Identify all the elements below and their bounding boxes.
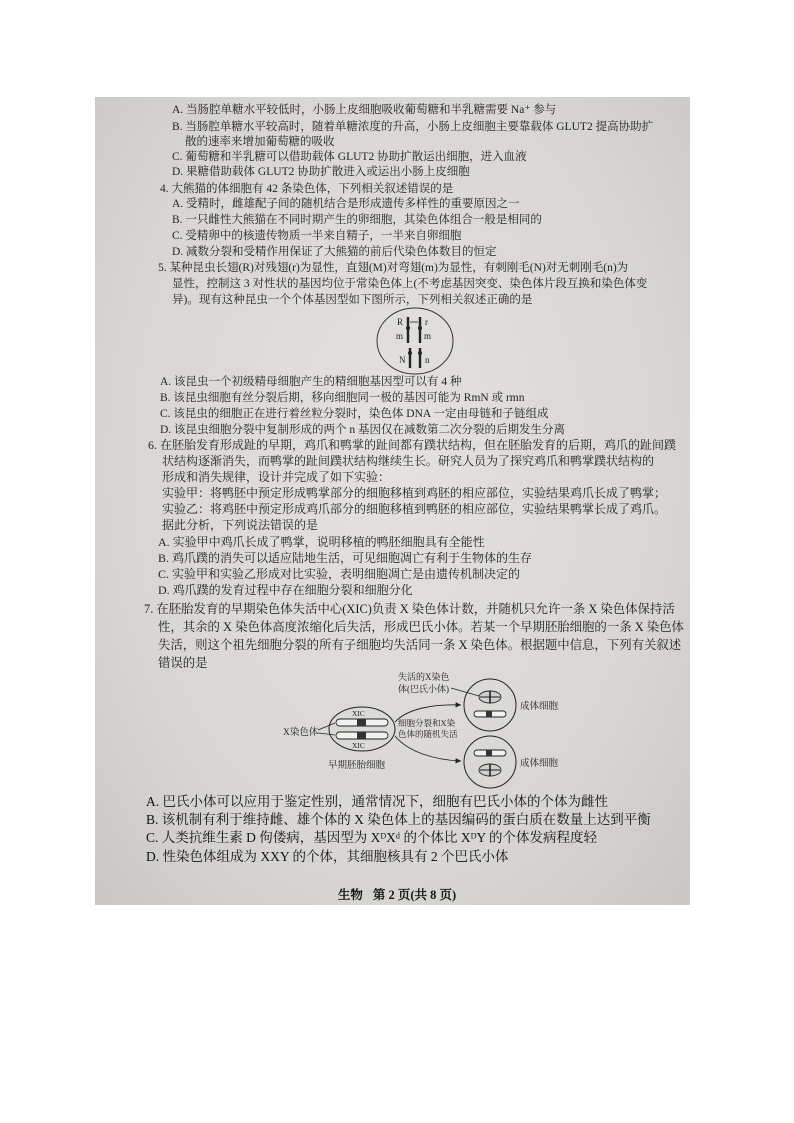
division-arrow	[395, 736, 461, 761]
q6-option-c: C. 实验甲和实验乙形成对比实验，表明细胞凋亡是由遗传机制决定的	[158, 567, 521, 581]
process-label: 细胞分裂和X染	[398, 718, 456, 728]
q5-option-a: A. 该昆虫一个初级精母细胞产生的精细胞基因型可以有 4 种	[160, 376, 462, 388]
pointer-line	[451, 688, 479, 696]
q5-option-d: D. 该昆虫细胞分裂中复制形成的两个 n 基因仅在减数第二次分裂的后期发生分离	[160, 424, 566, 436]
q5-stem-line-2: 显性，控制这 3 对性状的基因均位于常染色体上(不考虑基因突变、染色体片段互换和染色体变	[172, 278, 648, 290]
q6-experiment-a: 实验甲：将鸭胚中预定形成鸭掌部分的细胞移植到鸡胚的相应部位，实验结果鸡爪长成了鸭掌；	[162, 486, 667, 500]
gene-label: n	[425, 355, 430, 365]
q7-stem-line-2: 性，其余的 X 染色体高度浓缩化后失活，形成巴氏小体。若某一个早期胚胎细胞的一条 X 染色体	[158, 620, 684, 634]
gene-label: m	[424, 331, 432, 341]
footer-page-info: 第 2 页(共 8 页)	[372, 888, 457, 902]
q4-option-d: D. 减数分裂和受精作用保证了大熊猫的前后代染色体数目的恒定	[172, 246, 497, 258]
q7-stem-line-1: 7. 在胚胎发育的早期染色体失活中心(XIC)负责 X 染色体计数，并随机只允许一条 X 染色体保持活	[144, 602, 675, 616]
adult-cell	[464, 679, 516, 731]
q3-option-a: A. 当肠腔单糖水平较低时，小肠上皮细胞吸收葡萄糖和半乳糖需要 Na⁺ 参与	[172, 104, 557, 116]
adult-cell	[464, 736, 516, 788]
gene-label: R	[397, 317, 404, 327]
q6-stem-line-3: 形成和消失规律，设计并完成了如下实验：	[162, 470, 391, 484]
barr-body-label: 失活的X染色	[398, 672, 450, 682]
q6-option-a: A. 实验甲中鸡爪长成了鸭掌，说明移植的鸭胚细胞具有全能性	[158, 535, 485, 549]
xic-region	[486, 711, 492, 717]
q4-option-b: B. 一只雌性大熊猫在不同时期产生的卵细胞，其染色体组合一般是相同的	[172, 214, 542, 226]
q6-stem-line-1: 6. 在胚胎发育形成趾的早期，鸡爪和鸭掌的趾间都有蹼状结构，但在胚胎发育的后期，鸡爪的趾间蹼	[148, 438, 677, 452]
q3-option-b-continued: 散的速率来增加葡萄糖的吸收	[185, 136, 335, 148]
q3-option-d: D. 果糖借助载体 GLUT2 协助扩散进入或运出小肠上皮细胞	[172, 166, 470, 178]
x-chromosome-label: X染色体	[283, 728, 319, 738]
centromere	[418, 351, 422, 355]
adult-cell-label: 成体细胞	[520, 702, 559, 712]
process-label: 色体的随机失活	[398, 729, 458, 739]
cell-outline	[377, 308, 453, 374]
adult-cell-label: 成体细胞	[520, 759, 559, 769]
q5-option-b: B. 该昆虫细胞有丝分裂后期，移向细胞同一极的基因可能为 RmN 或 rmn	[160, 392, 525, 404]
footer-subject: 生物	[337, 888, 363, 902]
q5-genotype-figure	[370, 305, 460, 377]
q6-experiment-b: 实验乙：将鸡胚中预定形成鸡爪部分的细胞移植到鸭胚的相应部位，实验结果鸭掌长成了鸡爪。	[162, 502, 667, 516]
q5-stem-line-3: 异)。现有这种昆虫一个个体基因型如下图所示，下列相关叙述正确的是	[172, 294, 533, 306]
q7-option-c: C. 人类抗维生素 D 佝偻病，基因型为 XᴰXᵈ 的个体比 XᴰY 的个体发病程度轻	[146, 830, 598, 845]
q7-option-d: D. 性染色体组成为 XXY 的个体，其细胞核具有 2 个巴氏小体	[146, 849, 509, 864]
q4-stem: 4. 大熊猫的体细胞有 42 条染色体，下列相关叙述错误的是	[160, 183, 454, 195]
page-footer	[0, 887, 794, 903]
xic-label: XIC	[352, 709, 365, 718]
gene-label: N	[399, 355, 406, 365]
q5-stem-line-1: 5. 某种昆虫长翅(R)对残翅(r)为显性，直翅(M)对弯翅(m)为显性，有刺刚毛(N)对无刺刚毛(n)为	[158, 262, 629, 274]
q7-x-inactivation-figure	[270, 668, 570, 793]
xic-label: XIC	[352, 741, 365, 750]
q3-option-b: B. 当肠腔单糖水平较高时，随着单糖浓度的升高，小肠上皮细胞主要靠载体 GLUT2 提高协助扩	[172, 121, 654, 133]
gene-label: r	[425, 317, 428, 327]
q6-question: 据此分析，下列说法错误的是	[162, 518, 319, 532]
q6-stem-line-2: 状结构逐渐消失，而鸭掌的趾间蹼状结构继续生长。研究人员为了探究鸡爪和鸭掌蹼状结构的	[162, 454, 655, 468]
xic-region	[486, 750, 492, 756]
q4-option-c: C. 受精卵中的核遗传物质一半来自精子，一半来自卵细胞	[172, 230, 462, 242]
q4-option-a: A. 受精时，雌雄配子间的随机结合是形成遗传多样性的重要原因之一	[172, 198, 520, 210]
q3-option-c: C. 葡萄糖和半乳糖可以借助载体 GLUT2 协助扩散运出细胞，进入血液	[172, 151, 527, 163]
xic-region	[357, 719, 366, 726]
centromere	[408, 351, 412, 355]
q6-option-b: B. 鸡爪蹼的消失可以适应陆地生活，可见细胞凋亡有利于生物体的生存	[158, 551, 533, 565]
centromere	[406, 326, 410, 330]
q7-stem-line-3: 失活，则这个祖先细胞分裂的所有子细胞均失活同一条 X 染色体。根据题中信息，下列有关叙述	[158, 638, 682, 652]
q7-option-a: A. 巴氏小体可以应用于鉴定性别，通常情况下，细胞有巴氏小体的个体为雌性	[146, 794, 608, 809]
pointer-line	[318, 723, 335, 730]
q7-option-b: B. 该机制有利于维持雌、雄个体的 X 染色体上的基因编码的蛋白质在数量上达到平衡	[146, 812, 651, 827]
gene-label: m	[396, 331, 404, 341]
q6-option-d: D. 鸡爪蹼的发育过程中存在细胞分裂和细胞分化	[158, 583, 413, 597]
q7-stem-line-4: 错误的是	[158, 656, 208, 670]
pointer-line	[318, 733, 335, 735]
barr-body-label: 体(巴氏小体)	[398, 684, 449, 694]
xic-region	[357, 732, 366, 739]
centromere	[418, 326, 422, 330]
q5-option-c: C. 该昆虫的细胞正在进行着丝粒分裂时，染色体 DNA 一定由母链和子链组成	[160, 408, 549, 420]
early-cell-label: 早期胚胎细胞	[328, 761, 386, 771]
